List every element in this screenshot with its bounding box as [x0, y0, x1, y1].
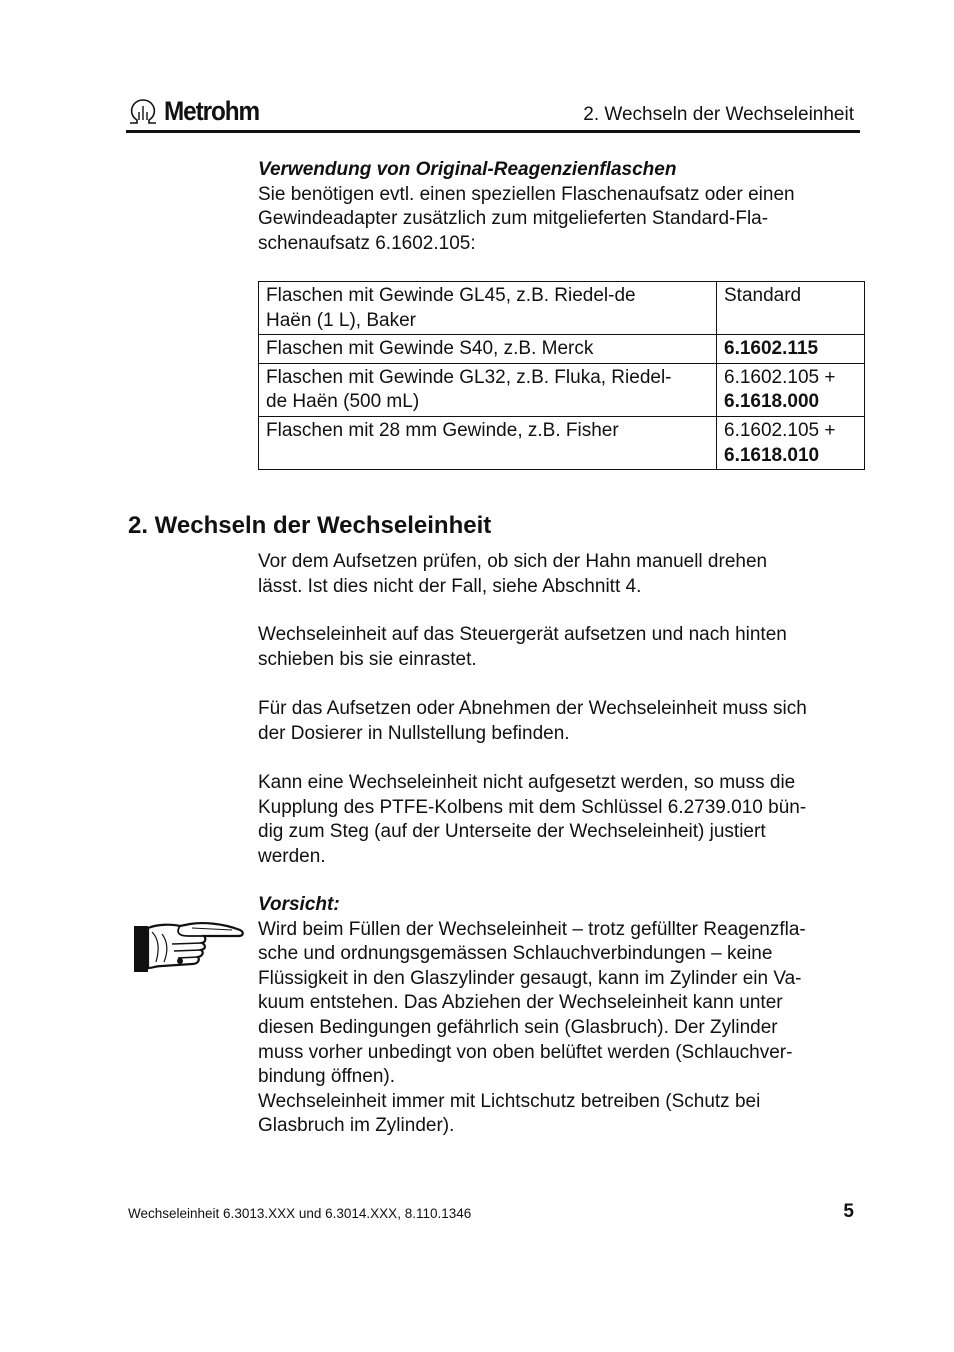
- section-paragraph: Kann eine Wechseleinheit nicht aufgesetzt werden, so muss die Kupplung des PTFE-Kolbens mit dem Schlüssel 6.2739.010 bün- dig zum Steg (auf der Unterseite der Wechseleinheit) justiert werden.: [258, 772, 807, 867]
- section-paragraph: Für das Aufsetzen oder Abnehmen der Wechseleinheit muss sich der Dosierer in Nullstellung befinden.: [258, 698, 807, 744]
- intro-subhead: Verwendung von Original-Reagenzienflaschen: [258, 159, 677, 180]
- bottle-adapter-table: [258, 281, 865, 470]
- brand-logo: [126, 96, 270, 127]
- table-cell-desc: Flaschen mit Gewinde S40, z.B. Merck: [259, 335, 717, 364]
- table-row: [259, 282, 865, 335]
- page-number: 5: [843, 1201, 854, 1222]
- table-row: [259, 363, 865, 416]
- pointing-hand-icon: [132, 918, 246, 981]
- table-cell-desc: Flaschen mit Gewinde GL45, z.B. Riedel-de Haën (1 L), Baker: [259, 282, 717, 335]
- page-header: [126, 92, 860, 132]
- intro-block: [258, 158, 858, 256]
- section-paragraph: Vor dem Aufsetzen prüfen, ob sich der Hahn manuell drehen lässt. Ist dies nicht der Fall, siehe Abschnitt 4.: [258, 551, 768, 597]
- intro-line: schenaufsatz 6.1602.105:: [258, 232, 476, 254]
- intro-line: Gewindeadapter zusätzlich zum mitgelieferten Standard-Fla-: [258, 208, 769, 230]
- section-paragraph: Wechseleinheit auf das Steuergerät aufsetzen und nach hinten schieben bis sie einrastet.: [258, 624, 787, 670]
- running-section-title: 2. Wechseln der Wechseleinheit: [583, 104, 854, 125]
- header-rule: [126, 130, 860, 133]
- footer-document-id: Wechseleinheit 6.3013.XXX und 6.3014.XXX, 8.110.1346: [128, 1206, 472, 1221]
- brand-name: Metrohm: [164, 96, 260, 126]
- table-row: [259, 335, 865, 364]
- omega-logo-icon: [126, 98, 160, 126]
- table-cell-part: Standard: [717, 282, 865, 335]
- table-row: [259, 416, 865, 469]
- table-cell-desc: Flaschen mit 28 mm Gewinde, z.B. Fisher: [259, 416, 717, 469]
- intro-line: Sie benötigen evtl. einen speziellen Flaschenaufsatz oder einen: [258, 183, 795, 205]
- caution-label: Vorsicht:: [258, 894, 340, 915]
- table-cell-part: 6.1602.115: [717, 335, 865, 364]
- table-cell-part: 6.1602.105 + 6.1618.010: [717, 416, 865, 469]
- section-heading: 2. Wechseln der Wechseleinheit: [128, 512, 492, 539]
- table-cell-desc: Flaschen mit Gewinde GL32, z.B. Fluka, Riedel- de Haën (500 mL): [259, 363, 717, 416]
- caution-block: Vorsicht: Wird beim Füllen der Wechseleinheit – trotz gefüllter Reagenzfla- sche und ordnungsgemässen Schlauchverbindungen – keine Flüssigkeit in den Glaszylinder gesaugt, kann im Zylinder ein Va- kuum entstehen. Das Abziehen der Wechseleinheit kann unter diesen Bedingungen gefährlich sein (Glasbruch). Der Zylinder muss vorher unbedingt von oben belüftet werden (Schlauchver- bindung öffnen). Wechseleinheit immer mit Lichtschutz betreiben (Schutz bei Glasbruch im Zylinder).: [258, 893, 858, 1139]
- table-cell-part: 6.1602.105 + 6.1618.000: [717, 363, 865, 416]
